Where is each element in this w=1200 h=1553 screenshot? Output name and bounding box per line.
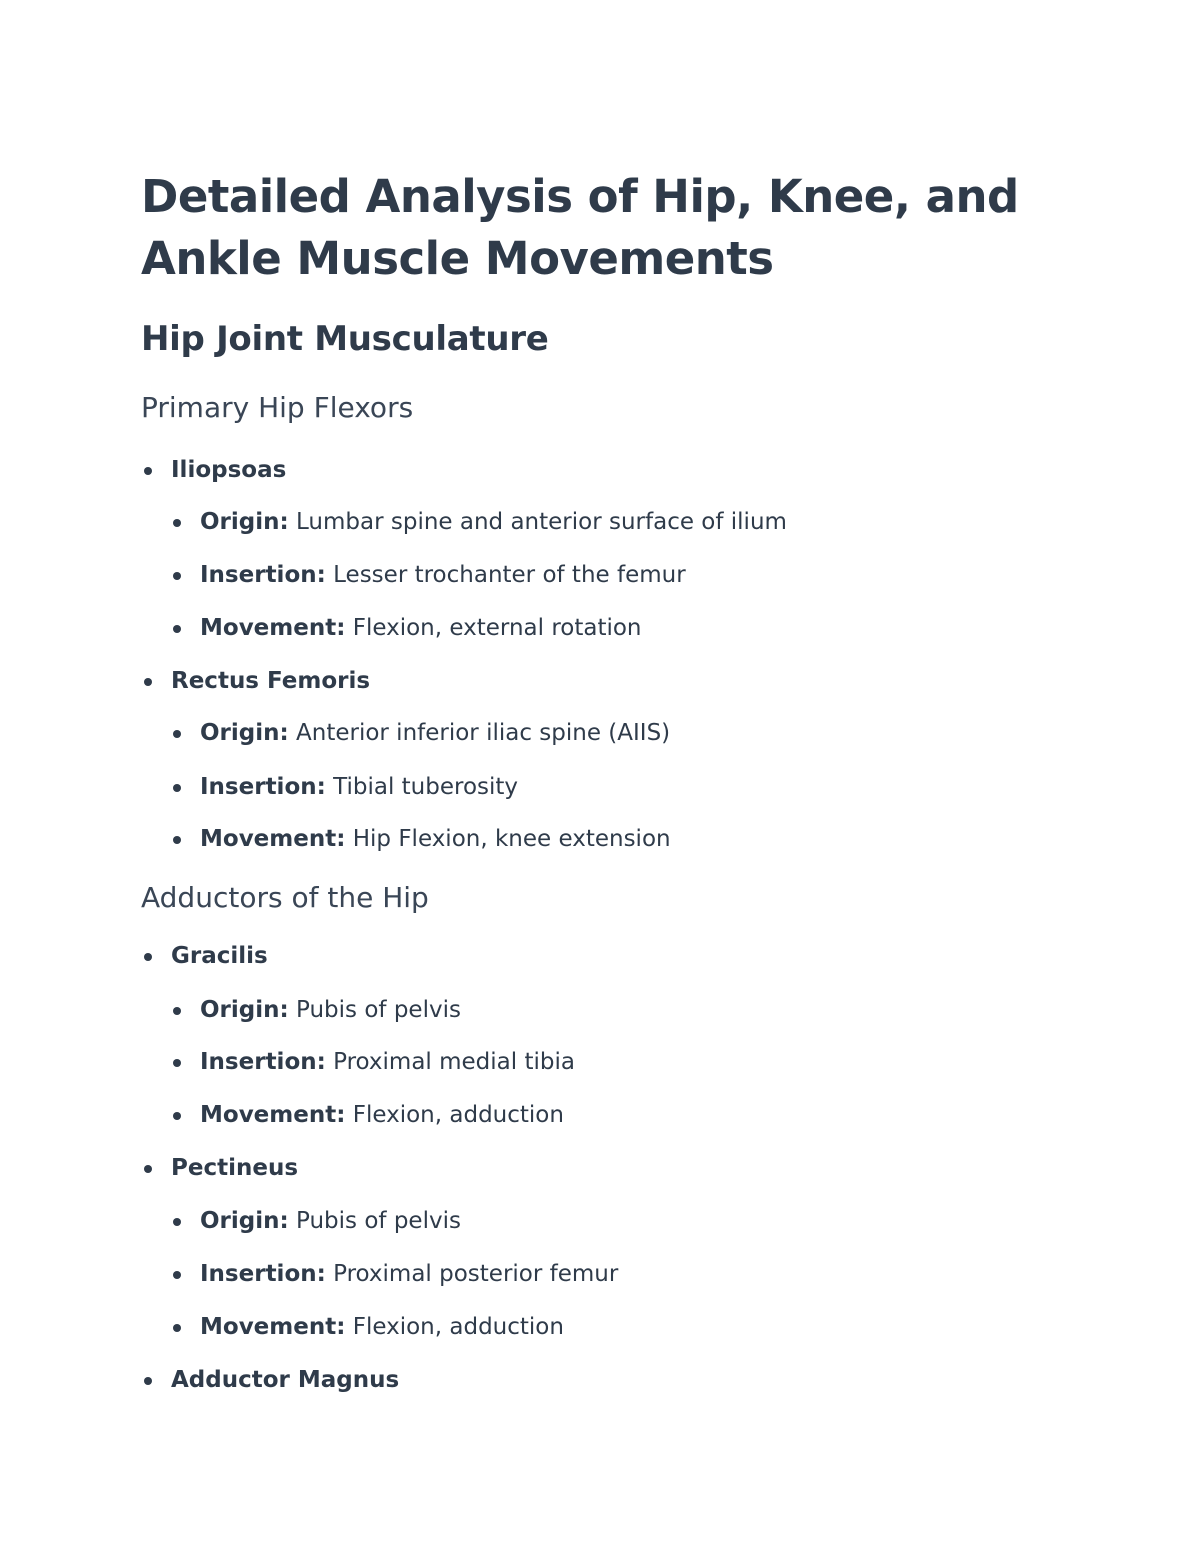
detail-label: Origin:	[200, 720, 289, 746]
detail-label: Origin:	[200, 1208, 289, 1234]
detail-text: Pubis of pelvis	[288, 1208, 461, 1234]
list-item-detail	[200, 1259, 618, 1289]
subsection-heading-hip-adductors: Adductors of the Hip	[141, 881, 429, 914]
detail-text: Lumbar spine and anterior surface of ilium	[288, 509, 787, 535]
detail-label: Insertion:	[200, 774, 326, 800]
bullet-icon	[173, 572, 181, 580]
page-title-line-2: Ankle Muscle Movements	[141, 232, 774, 285]
subsection-heading-hip-flexors: Primary Hip Flexors	[141, 391, 414, 424]
detail-label: Insertion:	[200, 1049, 326, 1075]
detail-text: Proximal posterior femur	[325, 1261, 619, 1287]
detail-text: Proximal medial tibia	[325, 1049, 575, 1075]
list-item-detail	[200, 772, 518, 802]
section-heading-hip-joint: Hip Joint Musculature	[141, 319, 549, 359]
bullet-icon	[144, 467, 152, 475]
detail-text: Hip Flexion, knee extension	[345, 826, 671, 852]
list-item-detail	[200, 1047, 575, 1077]
detail-text: Pubis of pelvis	[288, 997, 461, 1023]
bullet-icon	[144, 678, 152, 686]
bullet-icon	[173, 1271, 181, 1279]
detail-text: Flexion, external rotation	[345, 615, 642, 641]
detail-text: Flexion, adduction	[345, 1314, 564, 1340]
bullet-icon	[173, 836, 181, 844]
detail-label: Origin:	[200, 509, 289, 535]
detail-label: Movement:	[200, 1314, 346, 1340]
list-item-detail	[200, 613, 642, 643]
bullet-icon	[173, 784, 181, 792]
bullet-icon	[173, 1112, 181, 1120]
bullet-icon	[173, 730, 181, 738]
detail-label: Insertion:	[200, 562, 326, 588]
muscle-name: Adductor Magnus	[171, 1367, 400, 1393]
detail-text: Flexion, adduction	[345, 1102, 564, 1128]
muscle-name: Pectineus	[171, 1155, 299, 1181]
bullet-icon	[144, 1165, 152, 1173]
bullet-icon	[173, 519, 181, 527]
list-item-detail	[200, 1312, 564, 1342]
muscle-name: Iliopsoas	[171, 457, 287, 483]
detail-label: Movement:	[200, 1102, 346, 1128]
detail-label: Origin:	[200, 997, 289, 1023]
detail-text: Tibial tuberosity	[325, 774, 519, 800]
page-title-line-1: Detailed Analysis of Hip, Knee, and	[141, 170, 1019, 223]
list-item-muscle	[171, 1365, 399, 1395]
list-item-detail	[200, 1206, 461, 1236]
list-item-detail	[200, 507, 787, 537]
detail-label: Insertion:	[200, 1261, 326, 1287]
bullet-icon	[173, 1218, 181, 1226]
muscle-name: Rectus Femoris	[171, 668, 371, 694]
list-item-detail	[200, 560, 686, 590]
bullet-icon	[173, 625, 181, 633]
list-item-detail	[200, 1100, 564, 1130]
muscle-name: Gracilis	[171, 943, 268, 969]
list-item-muscle	[171, 941, 268, 971]
list-item-muscle	[171, 1153, 298, 1183]
list-item-detail	[200, 718, 670, 748]
detail-label: Movement:	[200, 826, 346, 852]
bullet-icon	[173, 1059, 181, 1067]
bullet-icon	[173, 1007, 181, 1015]
bullet-icon	[144, 953, 152, 961]
list-item-muscle	[171, 455, 286, 485]
detail-text: Anterior inferior iliac spine (AIIS)	[288, 720, 671, 746]
list-item-detail	[200, 824, 671, 854]
page-title	[141, 166, 1019, 290]
bullet-icon	[144, 1377, 152, 1385]
detail-label: Movement:	[200, 615, 346, 641]
bullet-icon	[173, 1324, 181, 1332]
list-item-muscle	[171, 666, 370, 696]
list-item-detail	[200, 995, 461, 1025]
detail-text: Lesser trochanter of the femur	[325, 562, 686, 588]
